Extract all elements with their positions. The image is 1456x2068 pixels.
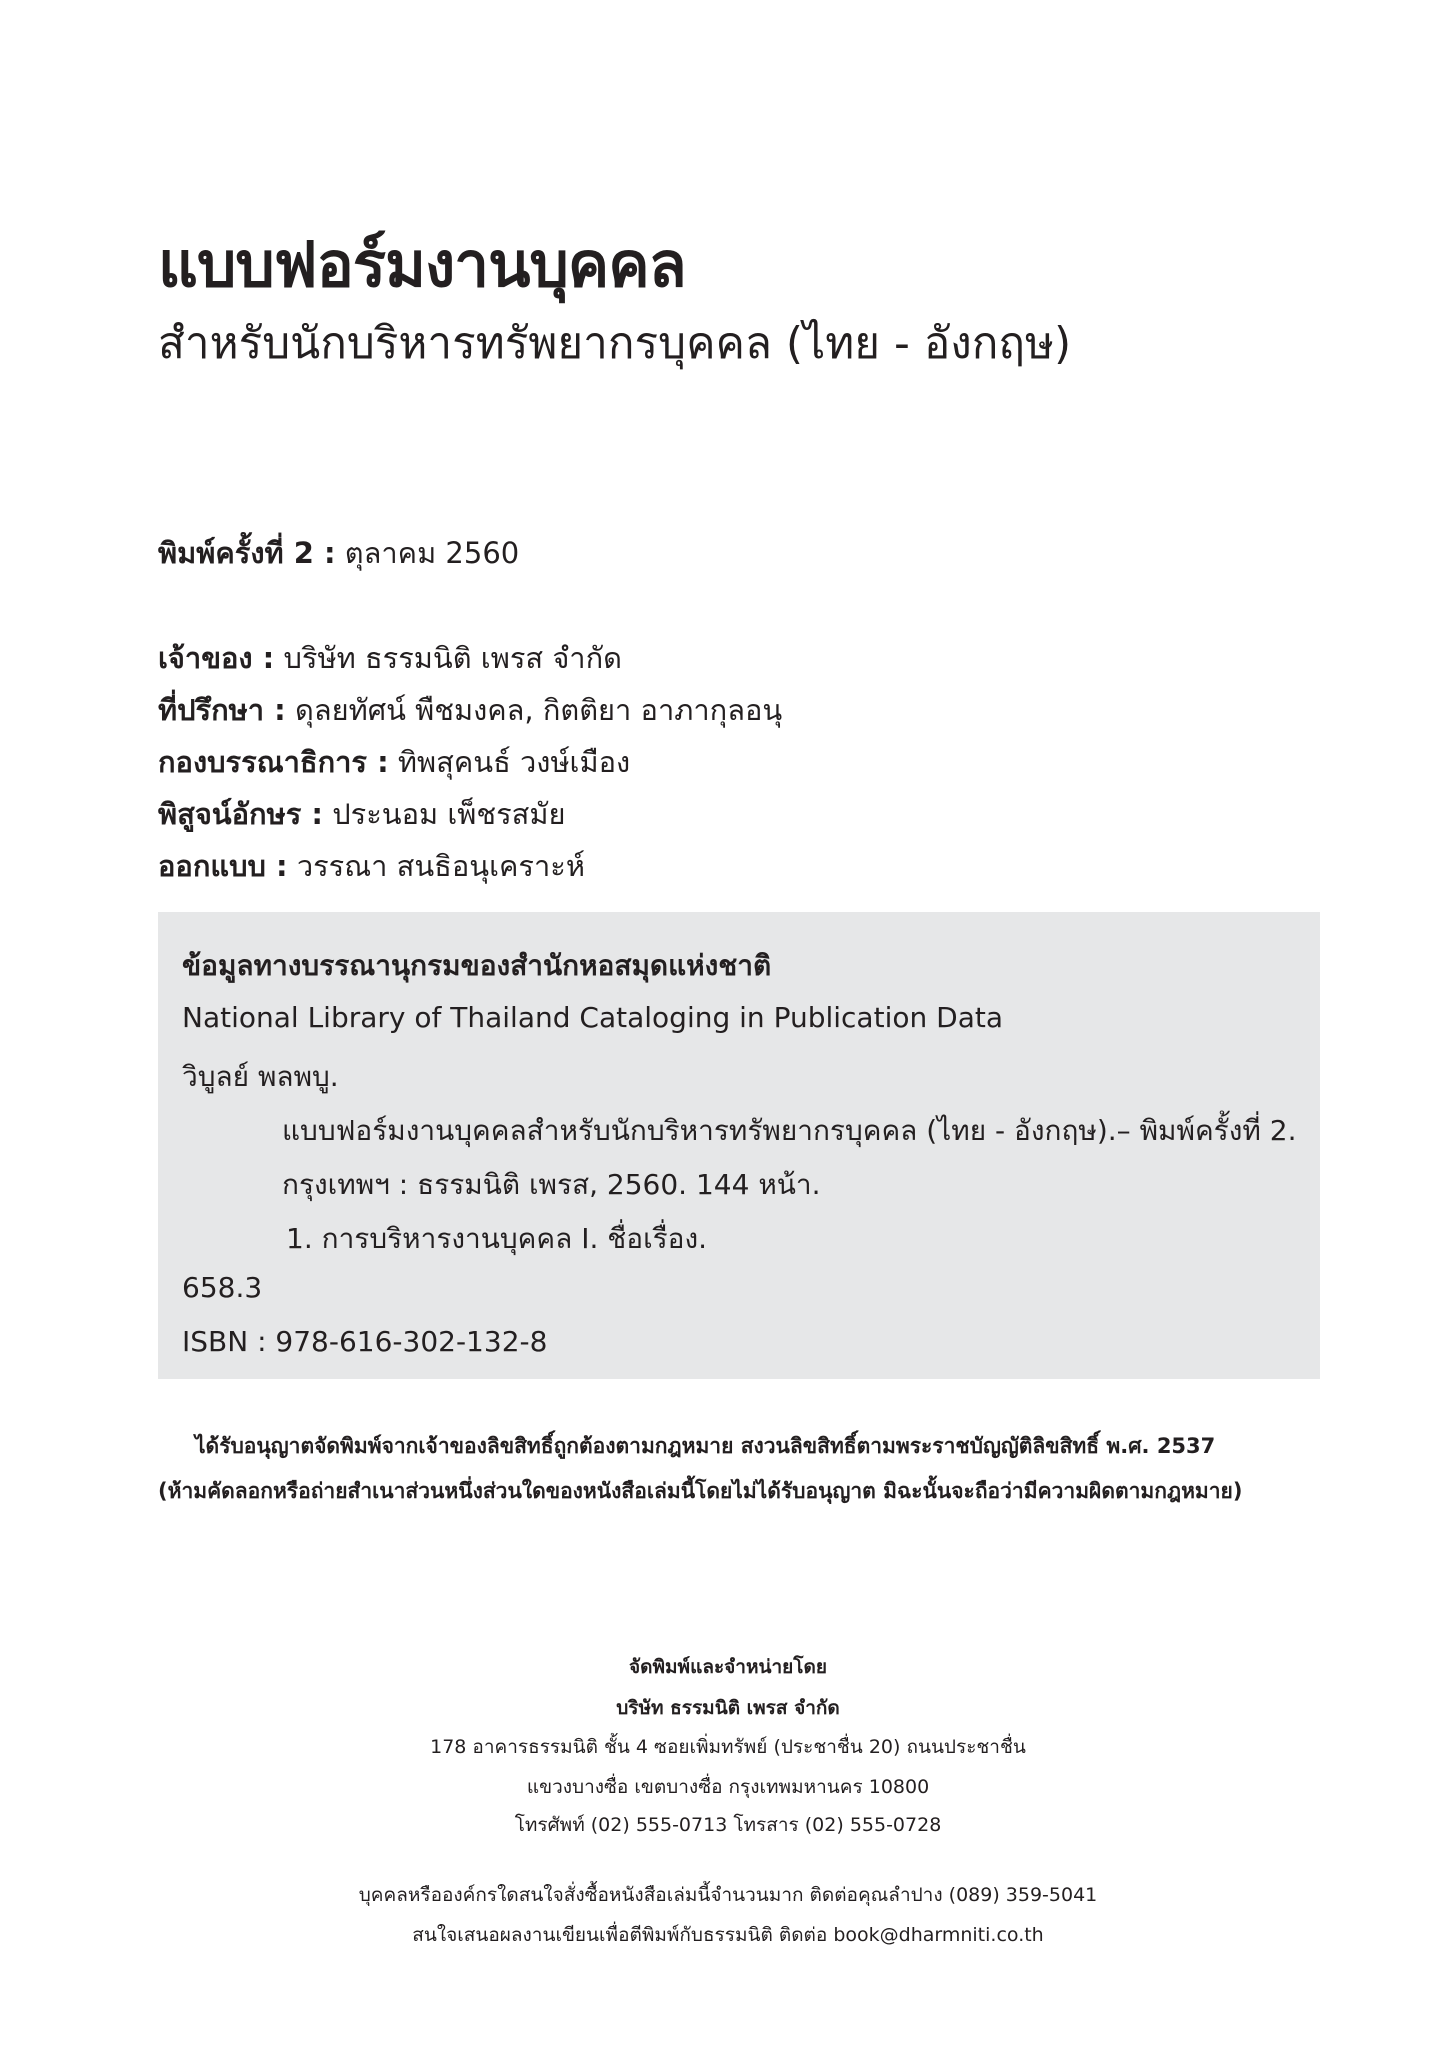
cip-heading-en: National Library of Thailand Cataloging in Publication Data bbox=[182, 1001, 1003, 1034]
credit-label: เจ้าของ : bbox=[158, 641, 275, 675]
credit-editor bbox=[158, 736, 782, 788]
cip-entry-line: แบบฟอร์มงานบุคคลสำหรับนักบริหารทรัพยากรบุคคล (ไทย - อังกฤษ).– พิมพ์ครั้งที่ 2. bbox=[282, 1114, 1297, 1147]
credit-proofreader bbox=[158, 788, 782, 840]
cip-heading: ข้อมูลทางบรรณานุกรมของสำนักหอสมุดแห่งชาติ bbox=[182, 949, 772, 982]
cip-entry-line: กรุงเทพฯ : ธรรมนิติ เพรส, 2560. 144 หน้า. bbox=[282, 1168, 821, 1201]
copyright-notice: ได้รับอนุญาตจัดพิมพ์จากเจ้าของลิขสิทธิ์ถูกต้องตามกฎหมาย สงวนลิขสิทธิ์ตามพระราชบัญญัติลิขสิทธิ์ พ.ศ. 2537 bbox=[195, 1434, 1216, 1458]
edition-label: พิมพ์ครั้งที่ 2 : bbox=[158, 536, 336, 570]
credit-value: ดุลยทัศน์ พืชมงคล, กิตติยา อาภากุลอนุ bbox=[294, 693, 783, 727]
credit-label: พิสูจน์อักษร : bbox=[158, 797, 323, 831]
cip-subject: 1. การบริหารงานบุคคล I. ชื่อเรื่อง. bbox=[286, 1222, 708, 1255]
credit-value: วรรณา สนธิอนุเคราะห์ bbox=[296, 849, 585, 883]
credit-label: กองบรรณาธิการ : bbox=[158, 745, 389, 779]
book-title: แบบฟอร์มงานบุคคล bbox=[158, 228, 686, 301]
credits-list bbox=[158, 632, 782, 892]
credit-owner bbox=[158, 632, 782, 684]
publisher-heading: จัดพิมพ์และจำหน่ายโดย bbox=[629, 1656, 827, 1678]
cip-author: วิบูลย์ พลพบู. bbox=[182, 1060, 339, 1093]
cip-data-box bbox=[158, 912, 1320, 1379]
copyright-restriction: (ห้ามคัดลอกหรือถ่ายสำเนาส่วนหนึ่งส่วนใดของหนังสือเล่มนี้โดยไม่ได้รับอนุญาต มิฉะนั้นจะถือว่ามีความผิดตามกฎหมาย) bbox=[158, 1479, 1243, 1503]
edition-info bbox=[158, 530, 519, 576]
credit-designer bbox=[158, 840, 782, 892]
publisher-name: บริษัท ธรรมนิติ เพรส จำกัด bbox=[616, 1697, 840, 1719]
submit-info: สนใจเสนอผลงานเขียนเพื่อตีพิมพ์กับธรรมนิติ ติดต่อ book@dharmniti.co.th bbox=[412, 1924, 1044, 1946]
credit-value: ทิพสุคนธ์ วงษ์เมือง bbox=[397, 745, 631, 779]
edition-value: ตุลาคม 2560 bbox=[344, 536, 520, 570]
publisher-address: 178 อาคารธรรมนิติ ชั้น 4 ซอยเพิ่มทรัพย์ (ประชาชื่น 20) ถนนประชาชื่น bbox=[430, 1736, 1026, 1758]
credit-label: ออกแบบ : bbox=[158, 849, 288, 883]
publisher-phone: โทรศัพท์ (02) 555-0713 โทรสาร (02) 555-0728 bbox=[514, 1814, 942, 1836]
publisher-address: แขวงบางซื่อ เขตบางซื่อ กรุงเทพมหานคร 10800 bbox=[526, 1776, 930, 1798]
credit-label: ที่ปรึกษา : bbox=[158, 693, 286, 727]
order-info: บุคคลหรือองค์กรใดสนใจสั่งซื้อหนังสือเล่มนี้จำนวนมาก ติดต่อคุณลำปาง (089) 359-5041 bbox=[358, 1884, 1098, 1906]
credit-value: บริษัท ธรรมนิติ เพรส จำกัด bbox=[283, 641, 622, 675]
book-subtitle: สำหรับนักบริหารทรัพยากรบุคคล (ไทย - อังกฤษ) bbox=[158, 318, 1072, 369]
cip-isbn: ISBN : 978-616-302-132-8 bbox=[182, 1325, 548, 1358]
credit-value: ประนอม เพ็ชรสมัย bbox=[332, 797, 566, 831]
cip-classification: 658.3 bbox=[182, 1271, 263, 1304]
credit-advisor bbox=[158, 684, 782, 736]
